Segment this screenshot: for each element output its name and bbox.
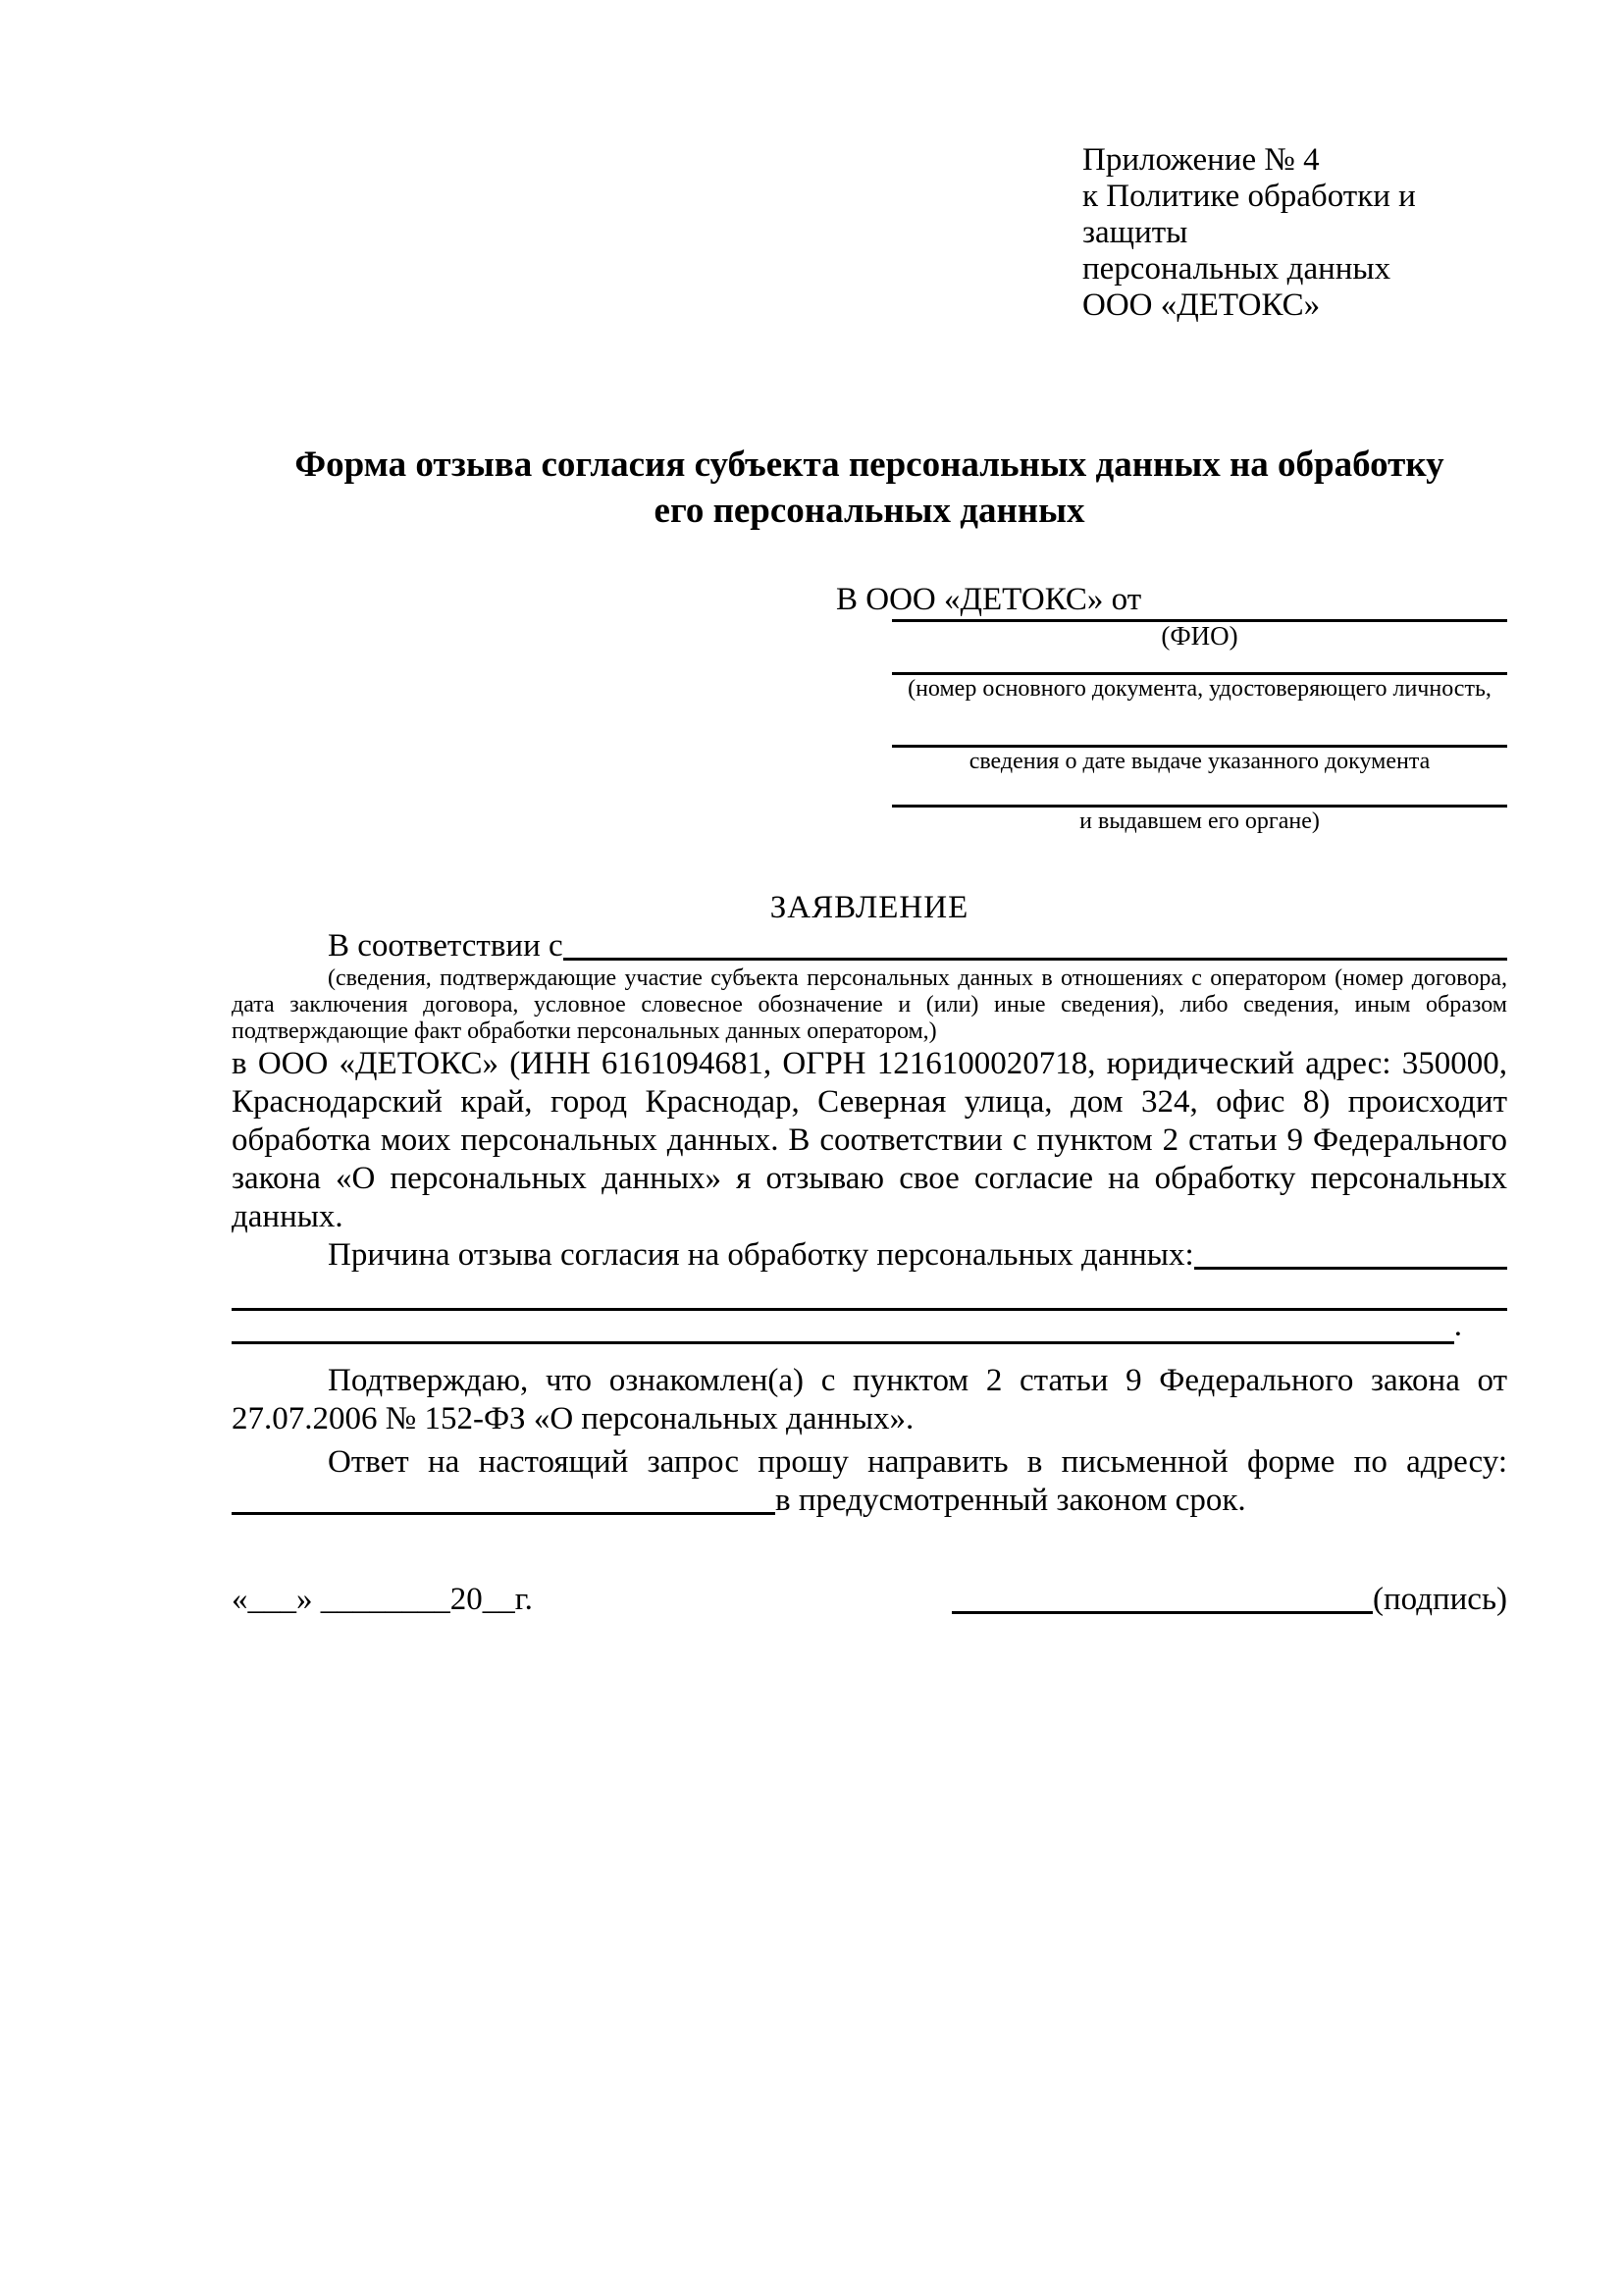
issuing-authority-caption: и выдавшем его органе): [1079, 809, 1320, 834]
fio-caption: (ФИО): [1161, 621, 1238, 651]
issue-date-blank-line: [892, 703, 1507, 748]
reply-address-row: [232, 1482, 1507, 1520]
policy-reference-line1: к Политике обработки и защиты: [1082, 179, 1416, 250]
reason-write-line-1: [232, 1275, 1507, 1311]
appendix-number: Приложение № 4: [1082, 142, 1320, 178]
issue-date-caption: сведения о дате выдаче указанного документа: [969, 749, 1431, 774]
addressee-line: В ООО «ДЕТОКС» от: [836, 582, 1142, 617]
intro-blank-line: [563, 927, 1507, 961]
statement-body: в ООО «ДЕТОКС» (ИНН 6161094681, ОГРН 1216100020718, юридический адрес: 350000, Краснодарский край, город Краснодар, Северная улица, дом 324, офис 8) происходит обработка моих персональных данных. В соответствии с пунктом 2 статьи 9 Федерального закона «О персональных данных» я отзываю свое согласие на обработку персональных данных.: [232, 1046, 1507, 1234]
document-number-blank-line: [892, 650, 1507, 675]
document-title-line2: его персональных данных: [654, 491, 1085, 531]
appendix-header: [1082, 142, 1507, 324]
reason-row: [232, 1236, 1507, 1275]
document-title-line1: Форма отзыва согласия субъекта персональных данных на обработку: [294, 444, 1444, 485]
field-document-number: [892, 650, 1507, 703]
reply-address-blank-line: [232, 1482, 775, 1515]
addressee-fields: [892, 619, 1507, 835]
intro-row: [232, 927, 1507, 965]
policy-reference-line2: персональных данных: [1082, 251, 1391, 287]
statement-heading: ЗАЯВЛЕНИЕ: [769, 890, 969, 925]
reason-blank-line: [1194, 1236, 1507, 1270]
intro-footnote: (сведения, подтверждающие участие субъекта персональных данных в отношениях с оператором (номер договора, дата заключения договора, условное словесное обозначение и (или) иные сведения), либо сведения, иным образом подтверждающие факт обработки персональных данных оператором,): [232, 965, 1507, 1044]
document-number-caption: (номер основного документа, удостоверяющего личность,: [908, 676, 1492, 702]
reason-period: .: [1453, 1308, 1462, 1343]
signature-caption: (подпись): [1373, 1582, 1507, 1617]
date-blank-line: «___» ________20__г.: [232, 1582, 533, 1617]
document-title: [232, 442, 1507, 534]
reason-label: Причина отзыва согласия на обработку персональных данных:: [328, 1237, 1194, 1273]
reply-tail-text: в предусмотренный законом срок.: [775, 1483, 1246, 1518]
field-issue-date: [892, 703, 1507, 775]
reason-write-line-2: [232, 1308, 1507, 1344]
company-name: ООО «ДЕТОКС»: [1082, 287, 1321, 323]
intro-label: В соответствии с: [328, 928, 563, 964]
acknowledgement-paragraph: Подтверждаю, что ознакомлен(а) с пунктом 2 статьи 9 Федерального закона от 27.07.2006 № 152-ФЗ «О персональных данных».: [232, 1363, 1507, 1436]
field-fio: [892, 619, 1507, 650]
date-signature-row: [232, 1581, 1507, 1619]
reason-blank-line-2: [232, 1311, 1454, 1344]
signature-group: [952, 1581, 1507, 1619]
field-issuing-authority: [892, 775, 1507, 835]
signature-blank-line: [952, 1611, 1373, 1614]
reply-request-line: Ответ на настоящий запрос прошу направить в письменной форме по адресу:: [328, 1444, 1507, 1480]
issuing-authority-blank-line: [892, 775, 1507, 808]
